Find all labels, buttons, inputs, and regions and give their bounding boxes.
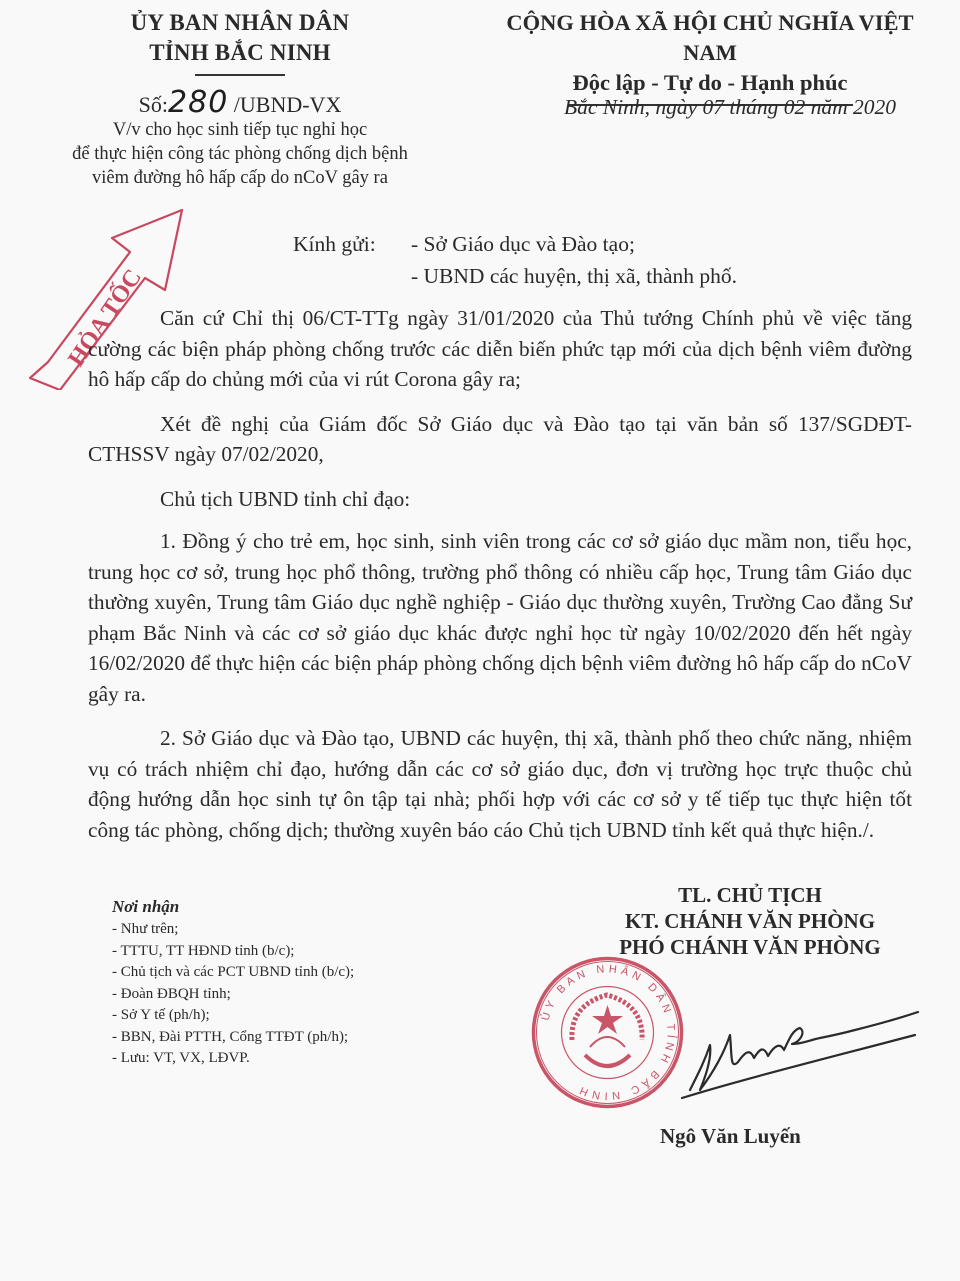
svg-text:ỦY BAN NHÂN DÂN TỈNH BẮC NINH [539, 963, 678, 1102]
distribution-item: - TTTU, TT HĐND tỉnh (b/c); [112, 942, 295, 959]
body-paragraph-item-2: 2. Sở Giáo dục và Đào tạo, UBND các huyện, thị xã, thành phố theo chức năng, nhiệm vụ có trách nhiệm chỉ đạo, hướng dẫn các cơ sở giáo dục, đơn vị trường học trực thuộc chủ động hướng dẫn học sinh tự ôn tập tại nhà; phối hợp với các cơ sở y tế tiếp tục thực hiện tốt công tác phòng, chống dịch; thường xuyên báo cáo Chủ tịch UBND tỉnh kết quả thực hiện./. [88, 726, 912, 842]
distribution-list [112, 895, 492, 1070]
document-body [88, 303, 912, 859]
subject-line-3: viêm đường hô hấp cấp do nCoV gây ra [92, 168, 388, 188]
nation-title: CỘNG HÒA XÃ HỘI CHỦ NGHĨA VIỆT NAM [506, 10, 914, 65]
signer-name: Ngô Văn Luyến [660, 1124, 801, 1148]
subject-line-2: để thực hiện công tác phòng chống dịch bệnh [72, 144, 408, 164]
urgent-stamp-text: HỎA TỐC [63, 264, 148, 372]
body-paragraph-item-1: 1. Đồng ý cho trẻ em, học sinh, sinh viên trong các cơ sở giáo dục mầm non, tiểu học, trung học cơ sở, trung học phổ thông, trường phổ thông có nhiều cấp học, Trung tâm Giáo dục thường xuyên, Trung tâm Giáo dục nghề nghiệp - Giáo dục thường xuyên, Trường Cao đẳng Sư phạm Bắc Ninh và các cơ sở giáo dục khác được nghỉ học từ ngày 10/02/2020 đến hết ngày 16/02/2020 để thực hiện các biện pháp phòng chống dịch bệnh viêm đường hô hấp cấp do nCoV gây ra. [88, 529, 912, 706]
distribution-item: - Chủ tịch và các PCT UBND tỉnh (b/c); [112, 964, 355, 980]
issuer-org-line1: ỦY BAN NHÂN DÂN [130, 10, 350, 35]
signature-title-line: KT. CHÁNH VĂN PHÒNG [624, 909, 876, 933]
signature-title-block [560, 882, 940, 960]
distribution-item: - Đoàn ĐBQH tỉnh; [112, 985, 231, 1002]
issuer-org-line2: TỈNH BẮC NINH [149, 40, 331, 65]
signature-scribble-icon [660, 990, 940, 1100]
recipient-item: - Sở Giáo dục và Đào tạo; [411, 232, 635, 256]
national-header [480, 8, 940, 106]
issuer-block [60, 8, 420, 190]
number-suffix: /UBND-VX [228, 92, 342, 117]
recipients-label: Kính gửi: [293, 232, 376, 256]
body-paragraph-basis: Căn cứ Chỉ thị 06/CT-TTg ngày 31/01/2020 của Thủ tướng Chính phủ về việc tăng cường các biện pháp phòng chống trước các diễn biến phức tạp mới của dịch bệnh viêm đường hô hấp cấp do chủng mới của vi rút Corona gây ra; [88, 306, 912, 391]
issue-date: Bắc Ninh, ngày 07 tháng 02 năm 2020 [563, 95, 897, 119]
body-paragraph-proposal: Xét đề nghị của Giám đốc Sở Giáo dục và Đào tạo tại văn bản số 137/SGDĐT-CTHSSV ngày 07/02/2020, [88, 411, 912, 466]
distribution-item: - Lưu: VT, VX, LĐVP. [112, 1050, 250, 1066]
signature-title-line: PHÓ CHÁNH VĂN PHÒNG [619, 935, 881, 959]
number-handwritten: 280 [168, 85, 229, 120]
distribution-item: - BBN, Đài PTTH, Cổng TTĐT (ph/h); [112, 1028, 349, 1045]
seal-text: ỦY BAN NHÂN DÂN TỈNH BẮC NINH [539, 963, 677, 1102]
recipient-item: - UBND các huyện, thị xã, thành phố. [411, 264, 738, 288]
body-paragraph-directive-intro: Chủ tịch UBND tỉnh chỉ đạo: [160, 486, 411, 511]
document-number [60, 85, 420, 120]
national-motto: Độc lập - Tự do - Hạnh phúc [572, 70, 848, 95]
issuer-underline [195, 74, 285, 76]
number-prefix: Số: [138, 92, 169, 117]
signature-title-line: TL. CHỦ TỊCH [678, 883, 822, 907]
recipients-to [293, 228, 737, 292]
distribution-item: - Như trên; [112, 921, 179, 937]
distribution-title: Nơi nhận [112, 897, 180, 916]
handwritten-signature [660, 990, 940, 1100]
distribution-item: - Sở Y tế (ph/h); [112, 1007, 210, 1023]
subject-line-1: V/v cho học sinh tiếp tục nghỉ học [112, 120, 368, 140]
